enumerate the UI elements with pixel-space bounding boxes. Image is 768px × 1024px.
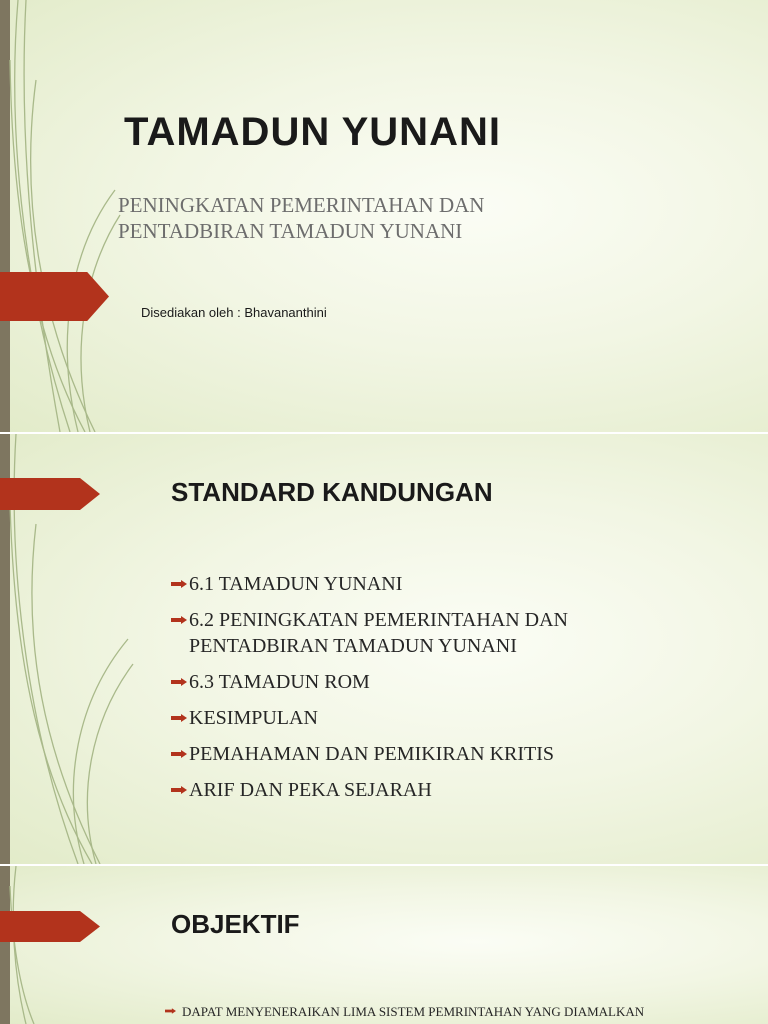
list-item-text: 6.1 TAMADUN YUNANI — [189, 573, 403, 595]
list-item-text: PEMAHAMAN DAN PEMIKIRAN KRITIS — [189, 743, 555, 765]
slide-heading: OBJEKTIF — [171, 909, 300, 939]
subtitle-line-1: PENINGKATAN PEMERINTAHAN DAN — [118, 193, 485, 217]
decorative-curves — [0, 866, 60, 1024]
list-item — [170, 571, 690, 597]
list-item — [170, 607, 690, 659]
list-item-text: KESIMPULAN — [189, 707, 318, 729]
list-item-text: 6.3 TAMADUN ROM — [189, 671, 370, 693]
chevron-tab-icon — [0, 272, 109, 321]
subtitle-line-2: PENTADBIRAN TAMADUN YUNANI — [118, 219, 463, 243]
author-byline: Disediakan oleh : Bhavananthini — [141, 305, 327, 320]
list-item-text: DAPAT MENYENERAIKAN LIMA SISTEM PEMRINTAHAN YANG DIAMALKAN — [182, 1004, 645, 1019]
list-item — [164, 1004, 744, 1020]
arrow-bullet-icon — [171, 616, 187, 624]
list-item — [170, 705, 690, 731]
slide-objektif — [0, 866, 768, 1024]
arrow-bullet-icon — [171, 786, 187, 794]
list-item — [170, 669, 690, 695]
presentation-subtitle — [118, 192, 638, 244]
chevron-tab-icon — [0, 911, 100, 942]
list-item-text: ARIF DAN PEKA SEJARAH — [189, 779, 432, 801]
list-item — [170, 777, 690, 803]
content-list — [164, 1004, 744, 1020]
list-item — [170, 741, 690, 767]
arrow-bullet-icon — [165, 1008, 176, 1014]
slide-standard-kandungan — [0, 434, 768, 864]
arrow-bullet-icon — [171, 714, 187, 722]
arrow-bullet-icon — [171, 580, 187, 588]
decorative-curves — [0, 0, 130, 432]
list-item-text: 6.2 PENINGKATAN PEMERINTAHAN DAN PENTADBIRAN TAMADUN YUNANI — [189, 609, 569, 657]
content-list — [170, 571, 690, 813]
arrow-bullet-icon — [171, 678, 187, 686]
slide-heading: STANDARD KANDUNGAN — [171, 477, 493, 507]
presentation-title: TAMADUN YUNANI — [124, 110, 501, 154]
slide-title — [0, 0, 768, 432]
chevron-tab-icon — [0, 478, 100, 510]
arrow-bullet-icon — [171, 750, 187, 758]
